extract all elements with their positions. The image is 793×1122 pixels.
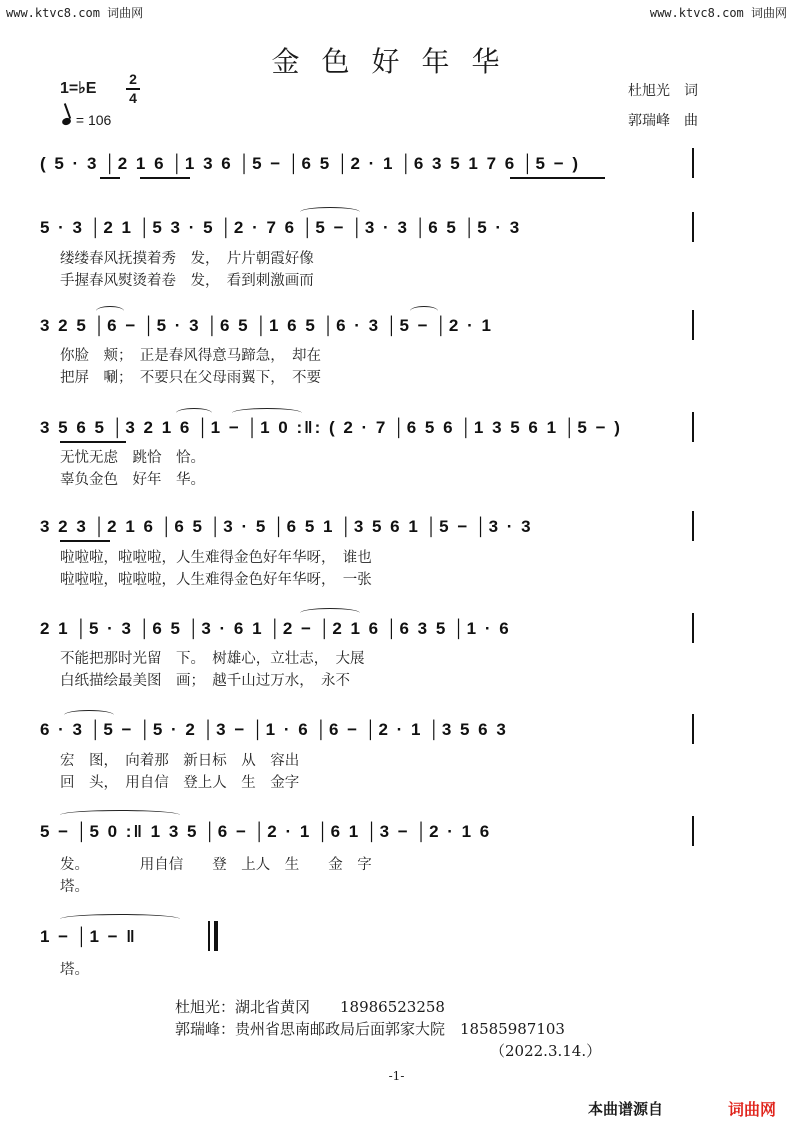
slur-mark (64, 710, 114, 720)
lyric-block-3 (60, 446, 205, 490)
lyric-verse-1: 塔。 (60, 962, 89, 978)
staff-row-7: 6 · 3 │5 − │5 · 2 │3 − │1 · 6 │6 − │2 · 1 │3 5 6 3 (40, 720, 508, 739)
song-title: 金色好年华 (271, 45, 522, 78)
key-signature: 1=♭E (60, 80, 97, 97)
lyric-block-8 (60, 958, 89, 980)
beam-underline (60, 441, 126, 443)
beam-underline (510, 177, 605, 179)
slur-mark (60, 914, 180, 924)
beam-underline (140, 177, 190, 179)
beam-underline (100, 177, 120, 179)
composer-credit: 郭瑞峰 曲 (628, 113, 698, 129)
tempo-marking (62, 112, 111, 128)
lyric-block-4 (60, 546, 372, 590)
barline (692, 148, 694, 178)
lyric-block-5 (60, 647, 365, 691)
time-signature-bottom: 4 (129, 90, 137, 106)
lyric-verse-2: 辜负金色 好年 华。 (60, 472, 205, 488)
watermark-right: www.ktvc8.com 词曲网 (649, 6, 787, 20)
lyric-verse-2: 把屏 唰； 不要只在父母雨翼下， 不要 (60, 370, 321, 386)
time-signature (126, 72, 140, 106)
staff-row-9: 1 − │1 − ‖ (40, 927, 137, 946)
lyric-verse-1: 宏 图， 向着那 新日标 从 容出 (60, 753, 300, 769)
source-label: 本曲谱源自 (588, 1100, 664, 1118)
staff-row-2: 5 · 3 │2 1 │5 3 · 5 │2 · 7 6 │5 − │3 · 3 │6 5 │5 · 3 (40, 218, 522, 237)
slur-mark (60, 810, 180, 820)
lyric-verse-1: 你脸 颊； 正是春风得意马蹄急， 却在 (60, 348, 321, 364)
barline (692, 310, 694, 340)
lyric-verse-1: 啦啦啦，啦啦啦，人生难得金色好年华呀， 谁也 (60, 550, 372, 566)
lyric-verse-2: 白纸描绘最美图 画； 越千山过万水， 永不 (60, 673, 350, 689)
slur-mark (410, 306, 438, 316)
watermark-left: www.ktvc8.com 词曲网 (6, 6, 144, 20)
staff-row-8: 5 − │5 0 :‖ 1 3 5 │6 − │2 · 1 │6 1 │3 − │2 · 1 6 (40, 822, 492, 841)
slur-mark (300, 207, 360, 217)
staff-row-5: 3 2 3 │2 1 6 │6 5 │3 · 5 │6 5 1 │3 5 6 1 │5 − │3 · 3 (40, 517, 533, 536)
lyric-block-1 (60, 247, 314, 291)
barline (692, 212, 694, 242)
staff-row-4: 3 5 6 5 │3 2 1 6 │1 − │1 0 :‖: ( 2 · 7 │6 5 6 │1 3 5 6 1 │5 − ) (40, 418, 622, 437)
quarter-note-icon (61, 117, 72, 127)
page-number: -1- (388, 1069, 405, 1083)
lyric-block-2 (60, 344, 321, 388)
barline (692, 511, 694, 541)
final-barline (208, 921, 210, 951)
lyric-verse-2: 啦啦啦，啦啦啦，人生难得金色好年华呀， 一张 (60, 572, 372, 588)
lyric-block-6 (60, 749, 299, 793)
slur-mark (96, 306, 124, 316)
date-stamp: （2022.3.14.） (490, 1042, 602, 1060)
staff-row-1: ( 5 · 3 │2 1 6 │1 3 6 │5 − │6 5 │2 · 1 │6 3 5 1 7 6 │5 − ) (40, 154, 581, 173)
staff-row-6: 2 1 │5 · 3 │6 5 │3 · 6 1 │2 − │2 1 6 │6 3 5 │1 · 6 (40, 619, 511, 638)
lyric-block-7 (60, 853, 372, 897)
slur-mark (300, 608, 360, 618)
composer-contact: 郭瑞峰：贵州省思南邮政局后面郭家大院 18585987103 (175, 1020, 565, 1038)
tempo-value: = 106 (75, 112, 112, 128)
beam-underline (60, 540, 110, 542)
time-signature-top: 2 (129, 71, 137, 87)
barline (692, 714, 694, 744)
lyricist-credit: 杜旭光 词 (628, 83, 698, 99)
barline (692, 816, 694, 846)
slur-mark (232, 408, 302, 418)
lyric-verse-2: 手握春风熨烫着卷 发， 看到刺激画而 (60, 273, 314, 289)
source-logo[interactable]: 词曲网 (728, 1100, 777, 1119)
lyricist-contact: 杜旭光：湖北省黄冈 18986523258 (175, 998, 445, 1016)
lyric-verse-2: 塔。 (60, 879, 89, 895)
slur-mark (176, 408, 212, 418)
lyric-verse-1: 不能把那时光留 下。 树雄心，立壮志， 大展 (60, 651, 365, 667)
lyric-verse-2: 回 头， 用自信 登上人 生 金字 (60, 775, 300, 791)
barline (692, 412, 694, 442)
lyric-verse-1: 发。 用自信 登 上人 生 金 字 (60, 857, 372, 873)
final-barline-thick (214, 921, 218, 951)
staff-row-3: 3 2 5 │6 − │5 · 3 │6 5 │1 6 5 │6 · 3 │5 − │2 · 1 (40, 316, 493, 335)
lyric-verse-1: 无忧无虑 跳恰 恰。 (60, 450, 205, 466)
barline (692, 613, 694, 643)
lyric-verse-1: 缕缕春风抚摸着秀 发， 片片朝霞好像 (60, 251, 314, 267)
